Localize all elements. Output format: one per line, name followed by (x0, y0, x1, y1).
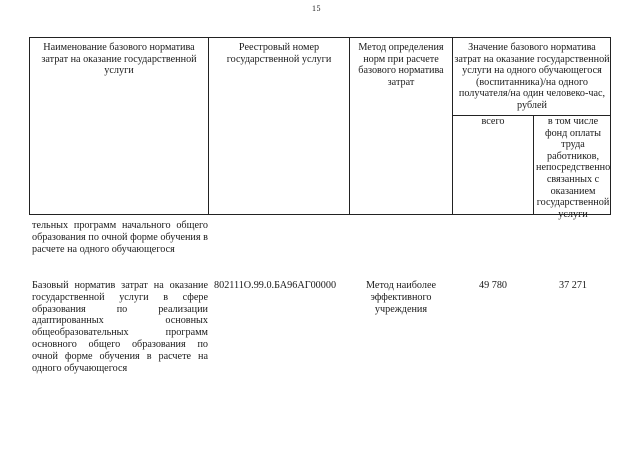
column-divider-3 (452, 37, 453, 215)
row-2-payroll: 37 271 (558, 280, 587, 291)
row-2-method: Метод наиболее эффективного учреждения (366, 280, 436, 315)
page-number: 15 (312, 4, 321, 13)
header-bottom-border (29, 214, 611, 215)
table-top-border (29, 37, 611, 38)
header-value: Значение базового норматива затрат на оказание государственной услуги на одного обучающегося (воспитанника)/на одного получателя/на один человеко-час, рублей (454, 42, 610, 111)
row-2-total: 49 780 (478, 280, 507, 291)
header-total: всего (481, 116, 505, 127)
row-2-registry: 802111О.99.0.БА96АГ00000 (214, 280, 337, 291)
column-divider-2 (349, 37, 350, 215)
header-method: Метод определения норм при расчете базового норматива затрат (358, 42, 444, 88)
column-divider-1 (208, 37, 209, 215)
row-2-name: Базовый норматив затрат на оказание государственной услуги в сфере образования по реализации адаптированных основных общеобразовательных программ основного общего образования по очной форме обучения в расчете на одного обучающегося (32, 280, 208, 374)
header-payroll: в том числе фонд оплаты труда работников, непосредственно связанных с оказанием государственной услуги (536, 116, 611, 220)
row-1-name: тельных программ начального общего образования по очной форме обучения в расчете на одного обучающегося (32, 220, 208, 255)
header-name: Наименование базового норматива затрат на оказание государственной услуги (41, 42, 197, 77)
header-registry: Реестровый номер государственной услуги (226, 42, 332, 65)
table-right-border (610, 37, 611, 215)
column-divider-4 (533, 115, 534, 215)
table-left-border (29, 37, 30, 215)
